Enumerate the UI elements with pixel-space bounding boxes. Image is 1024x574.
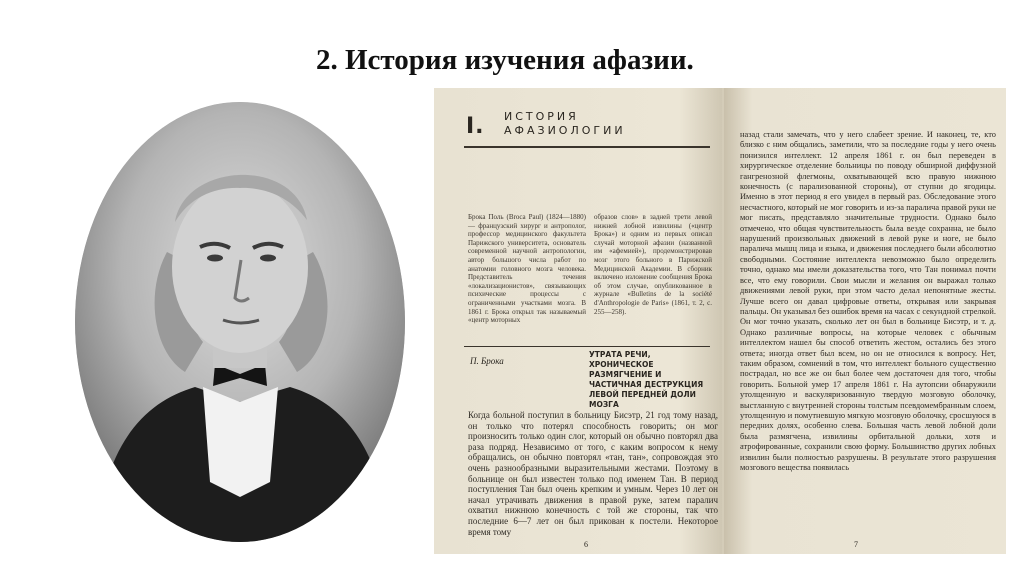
chapter-divider bbox=[464, 146, 710, 148]
page-number-left: 6 bbox=[584, 540, 588, 549]
left-page-body: Когда больной поступил в больницу Бисэтр, 21 год тому назад, он только что потерял способность говорить; он мог произносить только один слог, который он обычно повторял два раза подряд. Независимо от того, с каким вопросом к нему обращались, он обычно повторял «тан, тан», сопровождая это очень разнообразными выразительными жестами. Поэтому в больнице он был известен только под именем Тан. В период поступления Тан был очень крепким и умным. Через 10 лет он начал утрачивать движения в правой руке, затем паралич охватил нижнюю конечность с той же стороны, так что последние 6—7 лет он был прикован к постели. Некоторое время тому bbox=[468, 410, 718, 537]
chapter-number: I. bbox=[466, 114, 485, 139]
chapter-title: ИСТОРИЯ АФАЗИОЛОГИИ bbox=[504, 110, 626, 137]
section-title: УТРАТА РЕЧИ, ХРОНИЧЕСКОЕ РАЗМЯГЧЕНИЕ И ЧАСТИЧНАЯ ДЕСТРУКЦИЯ ЛЕВОЙ ПЕРЕДНЕЙ ДОЛИ МОЗГА bbox=[589, 350, 704, 409]
author-signature: П. Брока bbox=[470, 356, 504, 366]
book-left-page bbox=[434, 88, 722, 554]
portrait-illustration bbox=[75, 102, 405, 542]
book-photo bbox=[434, 88, 1006, 554]
bio-column-1: Брока Поль (Broca Paul) (1824—1880) — французский хирург и антрополог, профессор медицинского факультета Парижского университета, основатель современной научной антропологии, автор большого числа работ по анатомии головного мозга человека. Представитель течения «локализационистов», связывающих психические процессы с ограниченными участками мозга. В 1861 г. Брока открыл так называемый «центр моторных bbox=[468, 213, 586, 325]
book-right-page bbox=[724, 88, 1006, 554]
right-page-body: назад стали замечать, что у него слабеет зрение. И наконец, те, кто близко с ним общались, заметили, что за последние годы у него очень понизился интеллект. 12 апреля 1861 г. он был переведен в хирургическое отделение больницы по поводу обширной диффузной гангренозной флегмоны, охватывающей всю правую нижнюю конечность (с парализованной стороны), от ступни до ягодицы. Именно в этот период я его увидел в первый раз. Обследование этого несчастного, который не мог говорить и из-за паралича правой руки не мог писать, представляло значительные трудности. Однако было отмечено, что общая чувствительность была везде сохранна, не было нарушений произвольных движений в левой руке и ноге, не было паралича мышц лица и языка, и движения последнего были абсолютно свободными. Состояние интеллекта невозможно было определить точно, однако мы имели доказательства того, что Тан понимал почти все, что ему говорили. Свои мысли и желания он выражал только движениями левой руки, при этом часто делал непонятные жесты. Лучше всего он давал цифровые ответы, открывая или закрывая пальцы. Он указывал без ошибок время на часах с секундной стрелкой. Он мог точно указать, сколько лет он был в больнице Бисэтр, и т. д. Однако различные вопросы, на которые человек с обычным интеллектом нашел бы способ ответить жестом, остались без этого ответа; иногда ответ был всем, но он не относился к вопросу. Нет, таким образом, сомнений в том, что интеллект больного существенно пострадал, но все же он был более чем достаточен для того, чтобы говорить. Больной умер 17 апреля 1861 г. На аутопсии обнаружили утолщенную и васкуляризованную твердую мозговую оболочку, выстланную с внутренней стороны толстым псевдомембранным слоем, утолщенную и помутневшую мягкую мозговую оболочку, сросшуюся в передних долях, особенно слева. Большая часть левой лобной доли была размягчена, извилины орбитальной дольки, хотя и атрофированные, сохранили свою форму. Большинство других лобных извилин были полностью разрушены. В результате этого разрушения мозгового вещества появилась bbox=[740, 130, 996, 472]
section-divider bbox=[464, 346, 710, 347]
portrait-photo bbox=[75, 102, 405, 542]
slide-title: 2. История изучения афазии. bbox=[316, 44, 694, 76]
bio-column-2: образов слов» в задней трети левой нижней лобной извилины («центр Брока») и одним из первых описал случай моторной афазии (названной им «афемией»), продемонстрировав мозг этого больного в Парижской Медицинской Академии. В сборник включено изложение сообщения Брока об этом случае, опубликованное в журнале «Bulletins de la société d'Anthropologie de Paris» (1861, т. 2, с. 255—258). bbox=[594, 213, 712, 316]
page-number-right: 7 bbox=[854, 540, 858, 549]
